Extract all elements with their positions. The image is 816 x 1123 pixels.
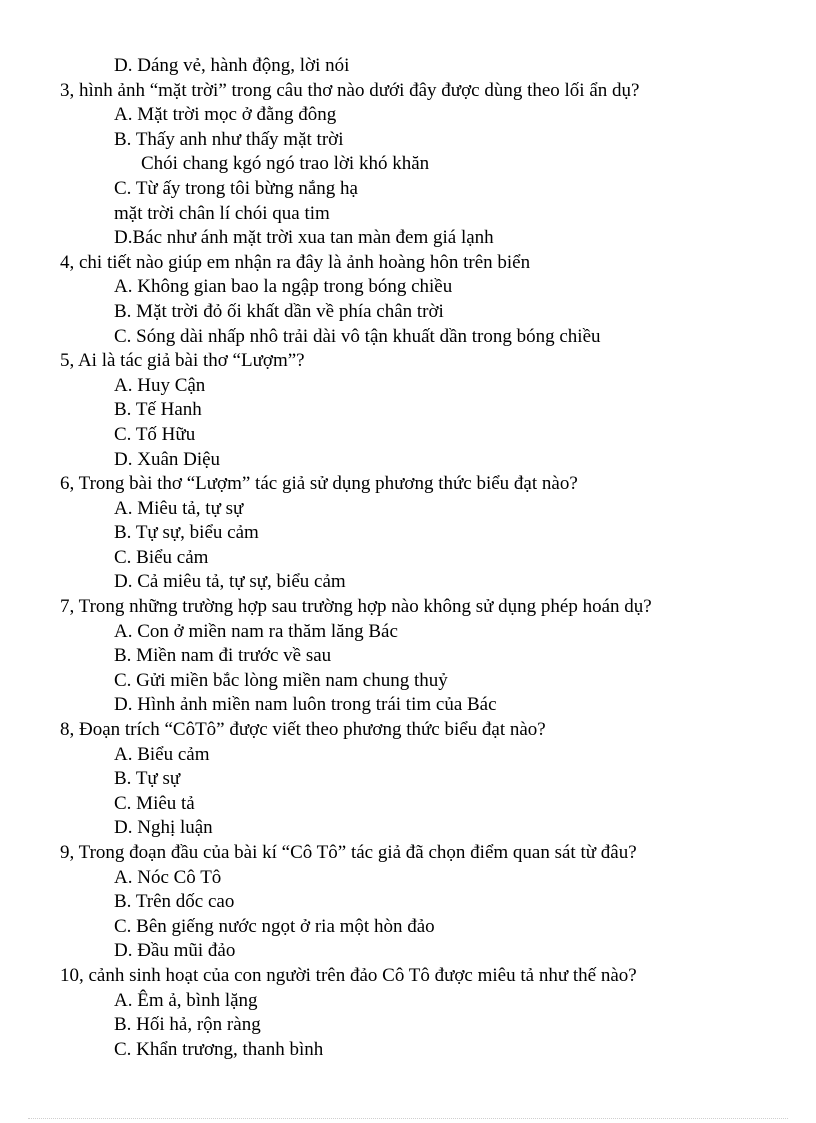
question-5: 5, Ai là tác giả bài thơ “Lượm”? [60,350,305,372]
answer-option: A. Miêu tả, tự sự [114,497,244,519]
answer-option: D.Bác như ánh mặt trời xua tan màn đem giá lạnh [114,227,494,249]
answer-option: C. Bên giếng nước ngọt ở ria một hòn đảo [114,915,435,937]
answer-option: C. Từ ấy trong tôi bừng nắng hạ [114,177,358,199]
answer-option: D. Xuân Diệu [114,448,221,470]
answer-option: B. Trên dốc cao [114,891,235,913]
answer-continuation: Chói chang kgó ngó trao lời khó khăn [141,153,430,175]
page-bottom-divider [28,1118,788,1119]
answer-option: A. Mặt trời mọc ở đằng đông [114,104,337,126]
question-7: 7, Trong những trường hợp sau trường hợp nào không sử dụng phép hoán dụ? [60,596,652,618]
answer-option: A. Nóc Cô Tô [114,866,222,888]
answer-option: C. Biểu cảm [114,546,209,568]
question-6: 6, Trong bài thơ “Lượm” tác giả sử dụng phương thức biểu đạt nào? [60,473,578,495]
answer-option: D. Nghị luận [114,817,213,839]
answer-option: A. Biểu cảm [114,743,210,765]
answer-option: C. Khẩn trương, thanh bình [114,1038,324,1060]
answer-option: A. Huy Cận [114,374,206,396]
answer-option: B. Tế Hanh [114,399,202,421]
question-3: 3, hình ảnh “mặt trời” trong câu thơ nào dưới đây được dùng theo lối ẩn dụ? [60,79,640,101]
question-9: 9, Trong đoạn đầu của bài kí “Cô Tô” tác giả đã chọn điểm quan sát từ đâu? [60,842,637,863]
question-8: 8, Đoạn trích “CôTô” được viết theo phương thức biểu đạt nào? [60,719,546,741]
answer-option: B. Mặt trời đỏ ối khất dần về phía chân trời [114,300,444,322]
answer-option: C. Tố Hữu [114,423,196,445]
question-10: 10, cảnh sinh hoạt của con người trên đảo Cô Tô được miêu tả như thế nào? [60,964,637,986]
answer-option: B. Miền nam đi trước về sau [114,645,332,667]
answer-continuation: mặt trời chân lí chói qua tim [114,202,330,224]
answer-option: D. Hình ảnh miền nam luôn trong trái tim của Bác [114,694,497,716]
answer-option: B. Tự sự, biểu cảm [114,522,259,544]
answer-option: A. Êm ả, bình lặng [114,989,258,1011]
answer-option: B. Hối hả, rộn ràng [114,1014,261,1036]
answer-option: D. Dáng vẻ, hành động, lời nói [114,55,350,76]
answer-option: A. Không gian bao la ngập trong bóng chiều [114,276,453,298]
answer-option: C. Miêu tả [114,792,195,814]
answer-option: C. Sóng dài nhấp nhô trải dài vô tận khuất dần trong bóng chiều [114,325,601,347]
answer-option: B. Thấy anh như thấy mặt trời [114,128,344,150]
answer-option: B. Tự sự [114,768,181,790]
answer-option: D. Đầu mũi đảo [114,940,236,962]
question-4: 4, chi tiết nào giúp em nhận ra đây là ảnh hoàng hôn trên biển [60,251,531,273]
document-body [0,54,816,1062]
answer-option: D. Cả miêu tả, tự sự, biểu cảm [114,571,346,593]
answer-option: A. Con ở miền nam ra thăm lăng Bác [114,620,398,642]
answer-option: C. Gửi miền bắc lòng miền nam chung thuỷ [114,669,448,691]
